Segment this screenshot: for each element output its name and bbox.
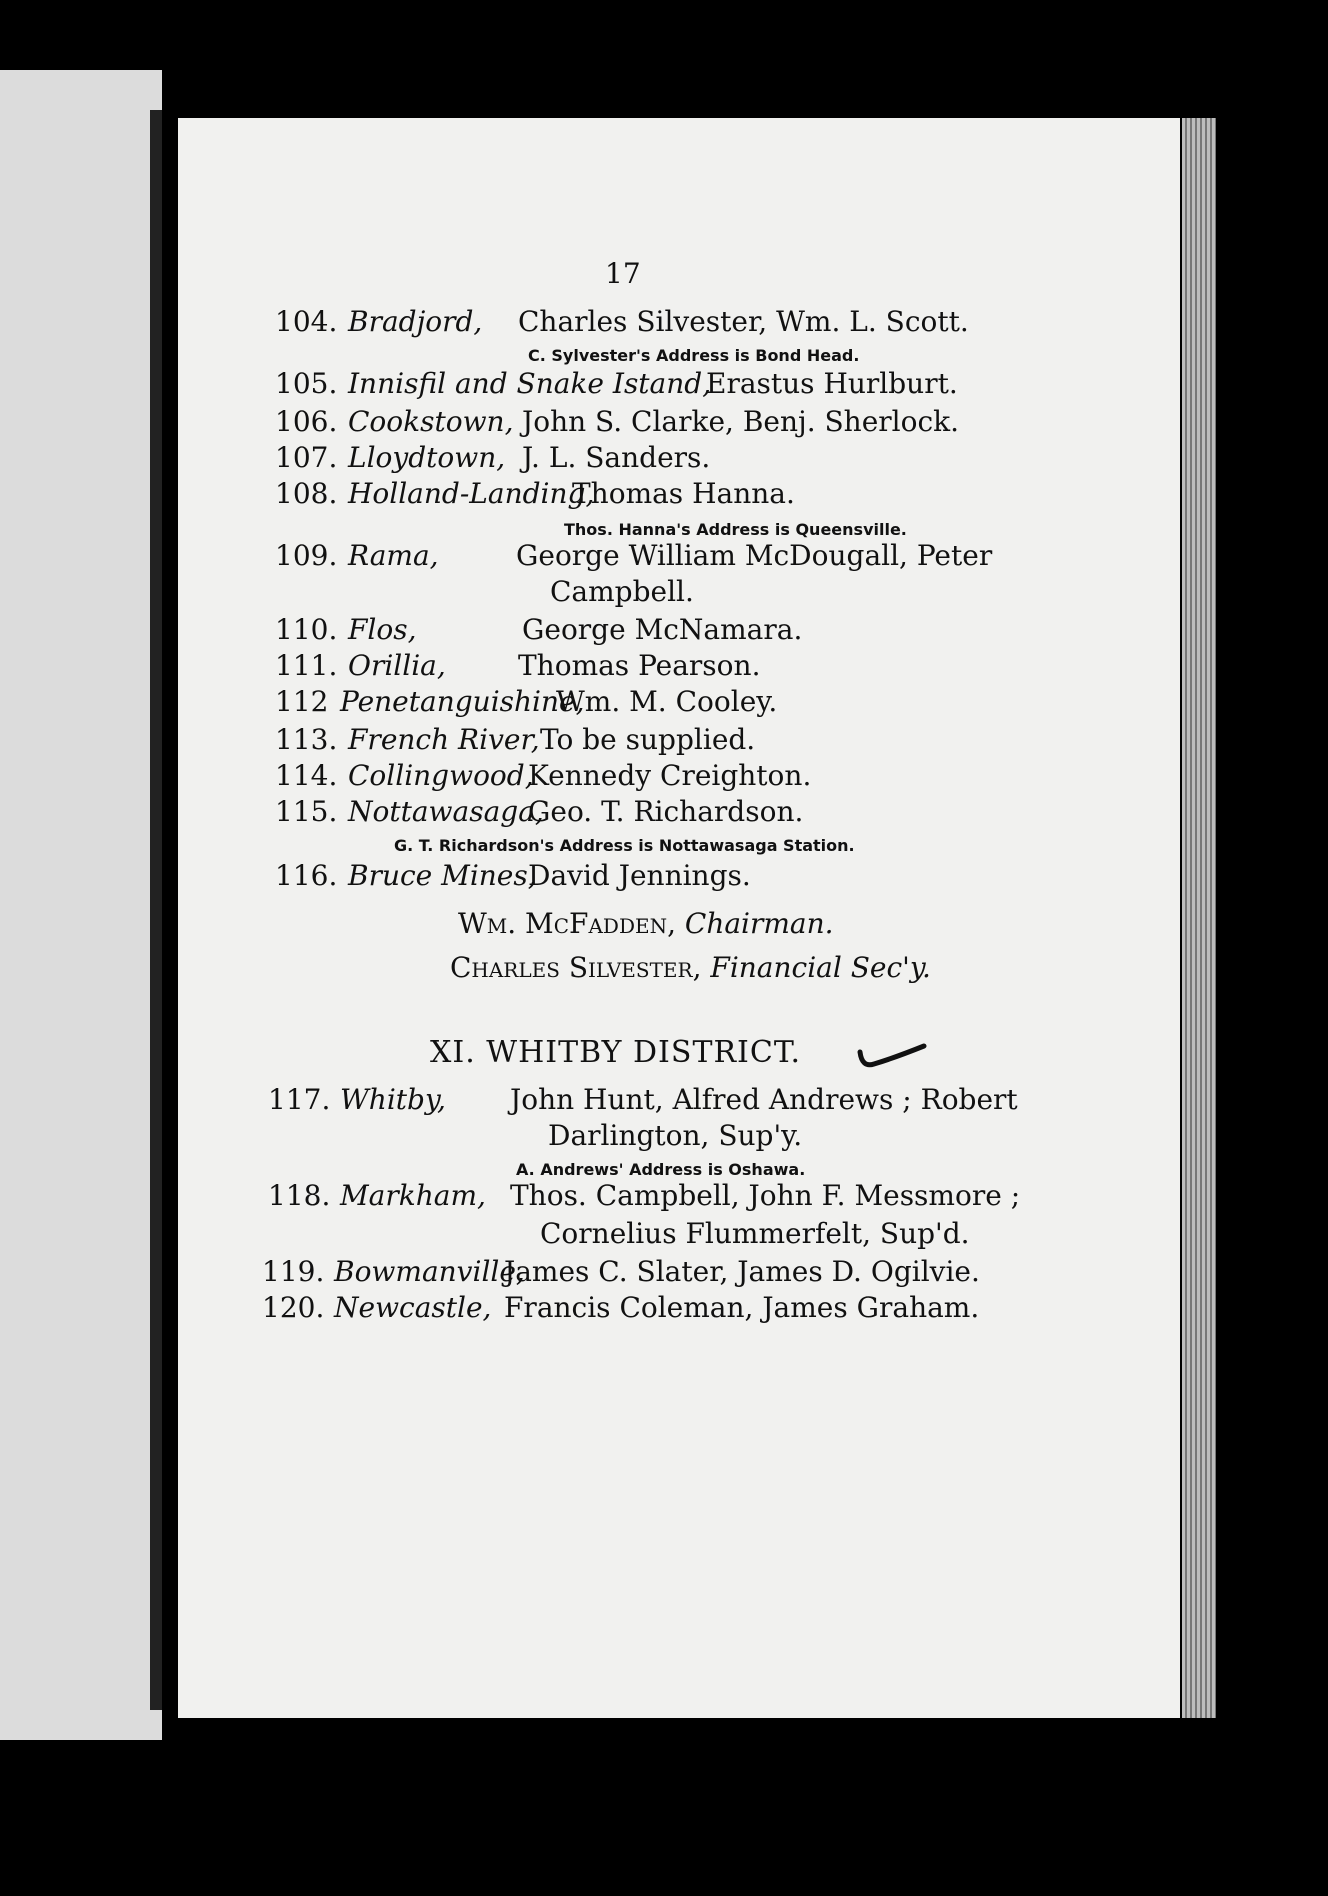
entry-names: Thos. Campbell, John F. Messmore ; (510, 1179, 1021, 1212)
district-heading: XI. WHITBY DISTRICT. (430, 1035, 801, 1070)
address-note: G. T. Richardson's Address is Nottawasaga Station. (394, 836, 855, 855)
entry-names: J. L. Sanders. (522, 441, 711, 474)
entry-names: James C. Slater, James D. Ogilvie. (504, 1255, 980, 1288)
entry-place: Collingwood, (348, 759, 534, 792)
page-edge (1182, 118, 1216, 1718)
entry-number: 106. (275, 405, 338, 438)
entry-place: French River, (348, 723, 540, 756)
entry-place: Innisfil and Snake Istand, (348, 367, 712, 400)
entry-place: Cookstown, (348, 405, 514, 438)
entry-place: Rama, (348, 539, 439, 572)
entry-place: Nottawasaga, (348, 795, 544, 828)
entry-names: Thomas Hanna. (572, 477, 795, 510)
entry-place: Bruce Mines, (348, 859, 537, 892)
entry-place: Orillia, (348, 649, 446, 682)
entry-number: 112 (275, 685, 329, 718)
entry-place: Bradjord, (348, 305, 483, 338)
entry-names: John Hunt, Alfred Andrews ; Robert (510, 1083, 1018, 1116)
entry-names: Erastus Hurlburt. (706, 367, 958, 400)
entry-names-continued: Cornelius Flummerfelt, Sup'd. (540, 1217, 970, 1250)
entry-place: Markham, (340, 1179, 486, 1212)
entry-number: 114. (275, 759, 338, 792)
entry-names: Wm. M. Cooley. (556, 685, 778, 718)
entry-names: John S. Clarke, Benj. Sherlock. (522, 405, 960, 438)
entry-number: 108. (275, 477, 338, 510)
entry-number: 104. (275, 305, 338, 338)
page-number: 17 (605, 257, 641, 290)
entry-number: 107. (275, 441, 338, 474)
signature-chairman (458, 907, 834, 940)
entry-names: To be supplied. (540, 723, 756, 756)
entry-names: George McNamara. (522, 613, 803, 646)
entry-names: Francis Coleman, James Graham. (504, 1291, 980, 1324)
address-note: A. Andrews' Address is Oshawa. (516, 1160, 806, 1179)
address-note: Thos. Hanna's Address is Queensville. (564, 520, 907, 539)
entry-number: 116. (275, 859, 338, 892)
entry-number: 120. (262, 1291, 325, 1324)
entry-names: Charles Silvester, Wm. L. Scott. (518, 305, 969, 338)
signature-title: Financial Sec'y. (710, 951, 931, 984)
entry-place: Newcastle, (334, 1291, 492, 1324)
binding-gutter (150, 110, 162, 1710)
entry-place: Holland-Landing, (348, 477, 595, 510)
address-note: C. Sylvester's Address is Bond Head. (528, 346, 860, 365)
document-page (178, 118, 1180, 1718)
entry-names: Kennedy Creighton. (528, 759, 812, 792)
entry-place: Flos, (348, 613, 417, 646)
signature-financial-secretary (450, 951, 931, 984)
entry-place: Whitby, (340, 1083, 446, 1116)
entry-number: 105. (275, 367, 338, 400)
entry-place: Lloydtown, (348, 441, 506, 474)
entry-names: George William McDougall, Peter (516, 539, 993, 572)
signature-name: Charles Silvester, (450, 951, 702, 984)
signature-name: Wm. McFadden, (458, 907, 676, 940)
entry-names-continued: Darlington, Sup'y. (548, 1119, 803, 1152)
entry-names-continued: Campbell. (550, 575, 694, 608)
adjacent-page (0, 70, 162, 1740)
entry-number: 113. (275, 723, 338, 756)
entry-number: 118. (268, 1179, 331, 1212)
entry-place: Penetanguishine, (340, 685, 585, 718)
entry-place: Bowmanville, (334, 1255, 525, 1288)
entry-number: 110. (275, 613, 338, 646)
entry-number: 115. (275, 795, 338, 828)
signature-title: Chairman. (684, 907, 834, 940)
entry-number: 119. (262, 1255, 325, 1288)
entry-names: Geo. T. Richardson. (528, 795, 804, 828)
entry-names: Thomas Pearson. (518, 649, 761, 682)
entry-names: David Jennings. (528, 859, 751, 892)
entry-number: 111. (275, 649, 338, 682)
entry-number: 117. (268, 1083, 331, 1116)
entry-number: 109. (275, 539, 338, 572)
check-mark-icon (854, 1038, 934, 1078)
